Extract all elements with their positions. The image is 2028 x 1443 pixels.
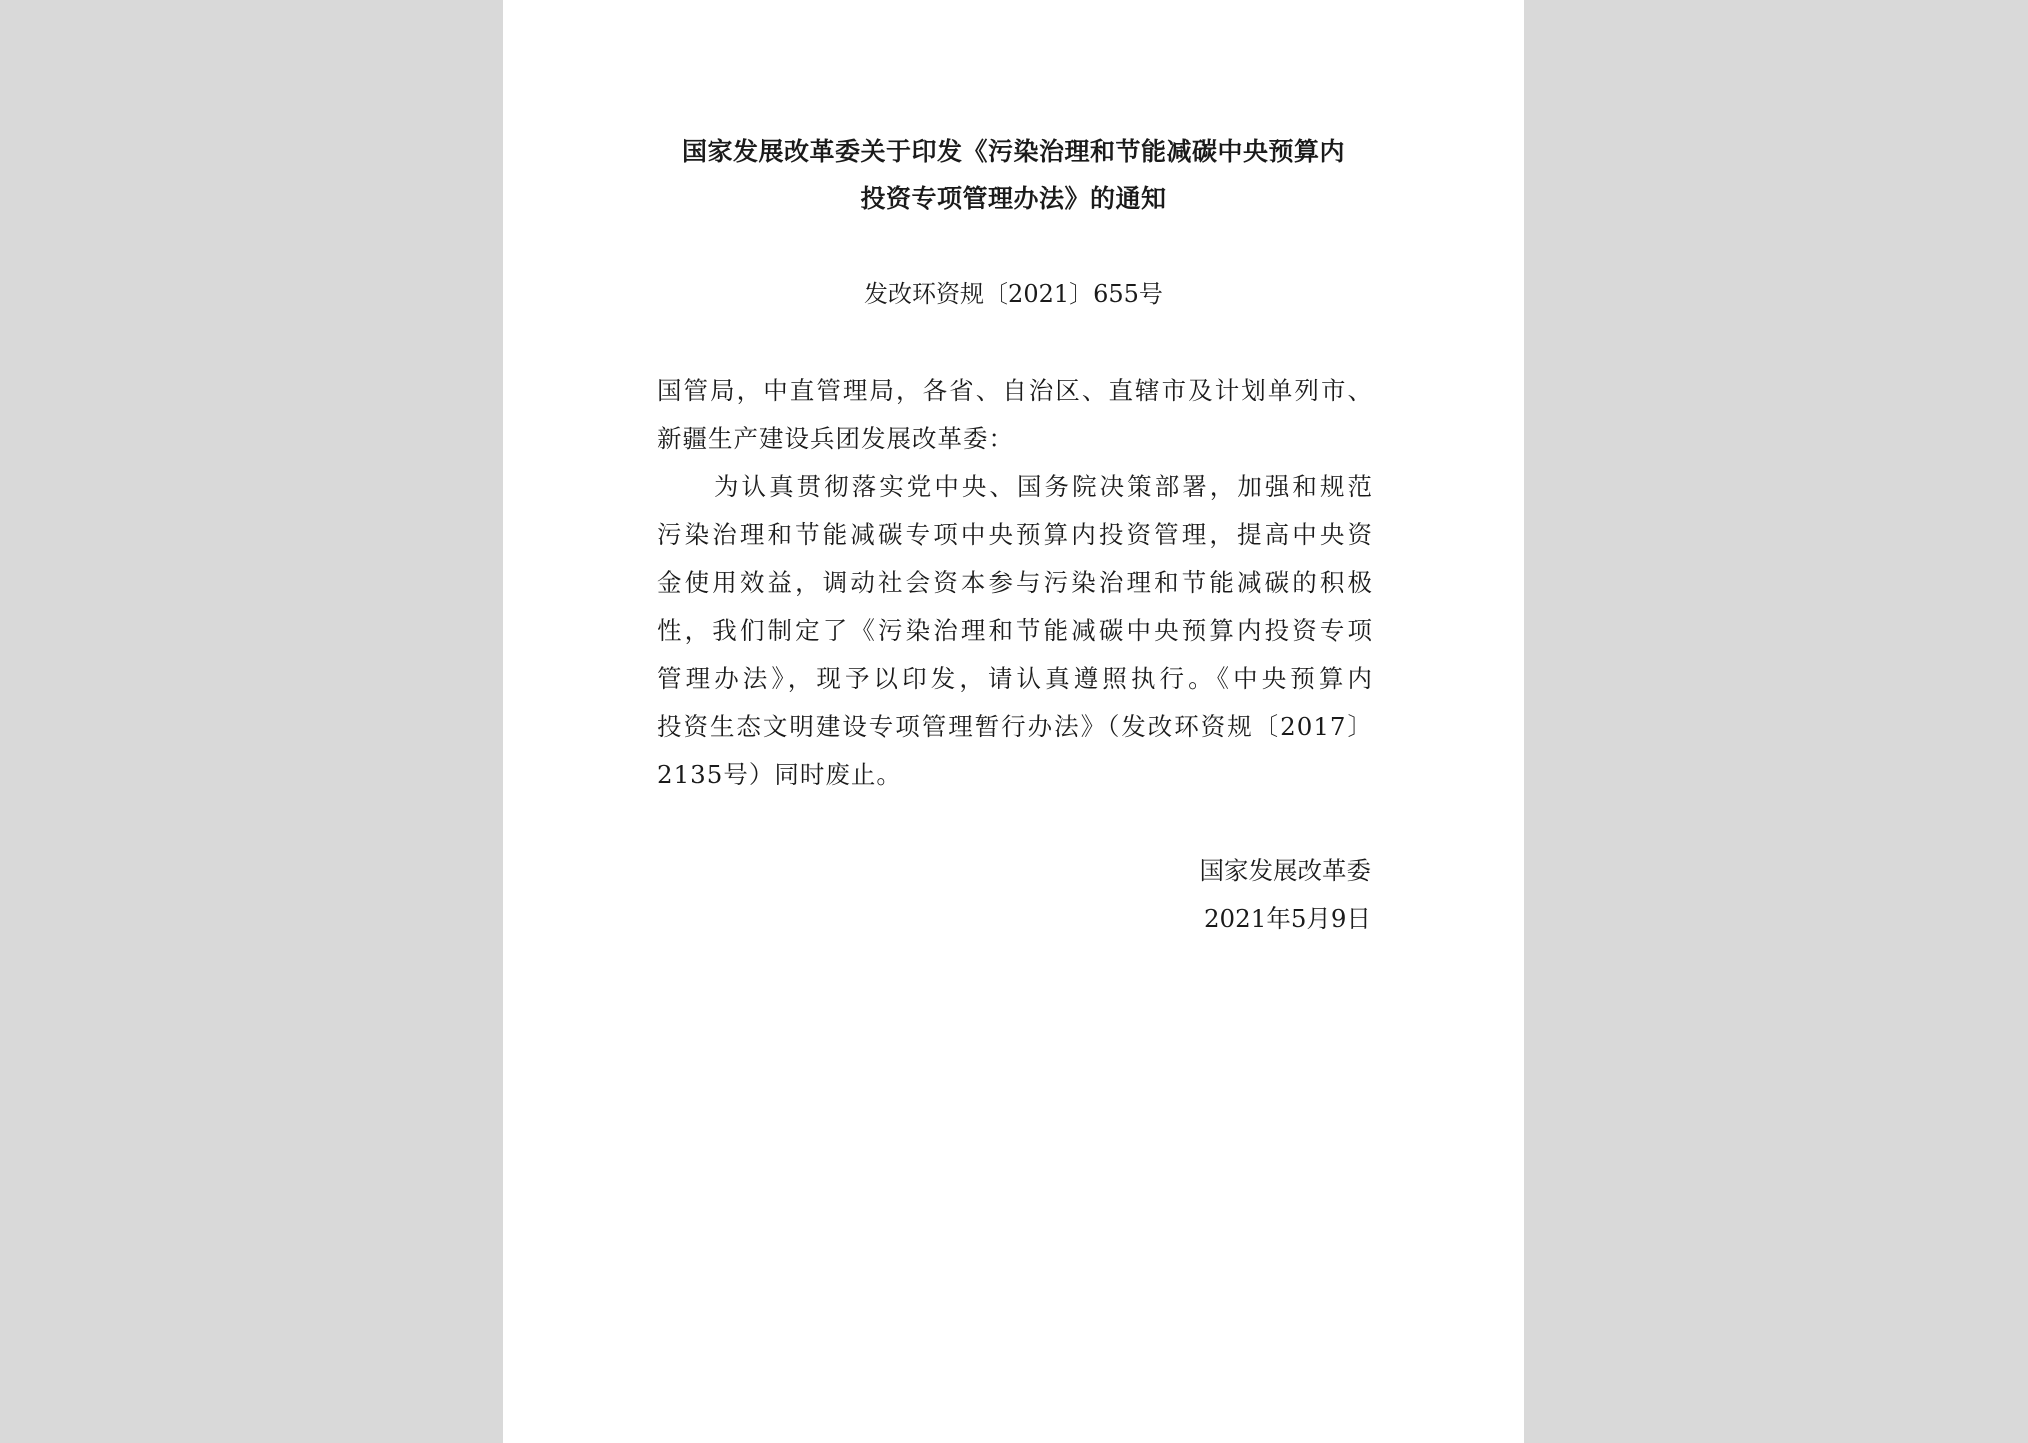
document-number: 发改环资规〔2021〕655号	[864, 280, 1163, 308]
body-line-1: 为认真贯彻落实党中央、国务院决策部署，加强和规范	[714, 472, 1373, 501]
body-line-6: 投资生态文明建设专项管理暂行办法》（发改环资规〔2017〕	[657, 712, 1373, 741]
body-line-4: 性，我们制定了《污染治理和节能减碳中央预算内投资专项	[657, 616, 1373, 645]
body-line-2: 污染治理和节能减碳专项中央预算内投资管理，提高中央资	[657, 520, 1373, 549]
body-line-5: 管理办法》，现予以印发，请认真遵照执行。《中央预算内	[657, 664, 1373, 693]
body-line-7: 2135号）同时废止。	[657, 760, 902, 789]
document-title-line-2: 投资专项管理办法》的通知	[860, 184, 1167, 213]
body-line-3: 金使用效益，调动社会资本参与污染治理和节能减碳的积极	[657, 568, 1373, 597]
addressee-line-2: 新疆生产建设兵团发展改革委：	[657, 424, 1014, 453]
addressee-line-1: 国管局，中直管理局，各省、自治区、直辖市及计划单列市、	[657, 376, 1373, 405]
signature-date: 2021年5月9日	[1203, 904, 1371, 933]
document-page	[503, 0, 1524, 1443]
document-title-line-1: 国家发展改革委关于印发《污染治理和节能减碳中央预算内	[681, 137, 1345, 166]
signature-issuer: 国家发展改革委	[1199, 856, 1371, 885]
